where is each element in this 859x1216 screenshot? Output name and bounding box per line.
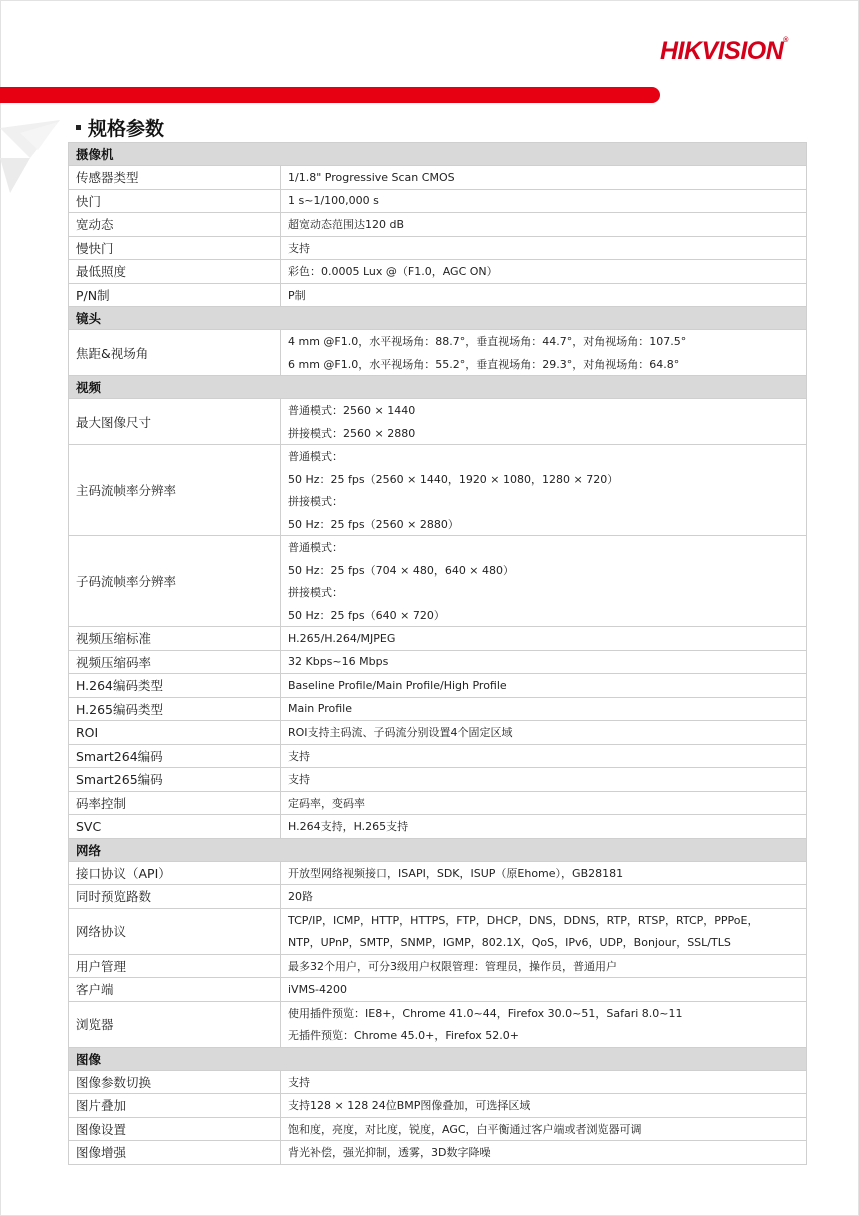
spec-value [281, 861, 807, 885]
spec-row [69, 1141, 807, 1165]
spec-row [69, 861, 807, 885]
spec-label: 图像设置 [69, 1117, 281, 1141]
spec-value-line: 支持 [288, 749, 310, 763]
spec-row [69, 1070, 807, 1094]
spec-label: ROI [69, 721, 281, 745]
spec-value-line: 50 Hz：25 fps（704 × 480，640 × 480） [288, 563, 515, 577]
spec-value-line: iVMS-4200 [288, 982, 348, 996]
spec-value-line: TCP/IP，ICMP，HTTP，HTTPS，FTP，DHCP，DNS，DDNS，RTP，RTSP，RTCP，PPPoE， [288, 913, 759, 927]
spec-value-line: 32 Kbps~16 Mbps [288, 655, 389, 669]
spec-value-line: 普通模式： [288, 541, 343, 555]
spec-row [69, 536, 807, 627]
hikvision-logo: HIKVISION® [660, 37, 788, 65]
category-row [69, 376, 807, 399]
spec-value-line: 普通模式： [288, 450, 343, 464]
spec-value [281, 627, 807, 651]
spec-value-line: 拼接模式：2560 × 2880 [288, 426, 416, 440]
spec-label: 传感器类型 [69, 166, 281, 190]
spec-value-line: 定码率，变码率 [288, 796, 365, 810]
spec-value [281, 1117, 807, 1141]
spec-value-line: 1/1.8" Progressive Scan CMOS [288, 170, 455, 184]
spec-value [281, 236, 807, 260]
spec-value-line: Baseline Profile/Main Profile/High Profile [288, 678, 507, 692]
spec-row [69, 954, 807, 978]
spec-value [281, 166, 807, 190]
spec-value [281, 1001, 807, 1047]
spec-value-line: 支持 [288, 773, 310, 787]
spec-value-line: H.265/H.264/MJPEG [288, 631, 396, 645]
spec-value [281, 791, 807, 815]
spec-label: 网络协议 [69, 908, 281, 954]
category-title: 摄像机 [69, 143, 807, 166]
spec-label: 最低照度 [69, 260, 281, 284]
spec-label: 慢快门 [69, 236, 281, 260]
spec-value [281, 744, 807, 768]
spec-label: 宽动态 [69, 213, 281, 237]
spec-value-line: Main Profile [288, 702, 352, 716]
spec-value-line: NTP，UPnP，SMTP，SNMP，IGMP，802.1X，QoS，IPv6，UDP，Bonjour，SSL/TLS [288, 936, 731, 950]
spec-table [68, 142, 807, 1165]
spec-label: 图片叠加 [69, 1094, 281, 1118]
spec-row [69, 1001, 807, 1047]
spec-value-line: 6 mm @F1.0，水平视场角：55.2°，垂直视场角：29.3°，对角视场角：64.8° [288, 357, 680, 371]
spec-value [281, 954, 807, 978]
spec-row [69, 650, 807, 674]
spec-row [69, 908, 807, 954]
spec-value-line: 彩色：0.0005 Lux @（F1.0，AGC ON） [288, 265, 498, 279]
spec-label: 浏览器 [69, 1001, 281, 1047]
spec-value [281, 213, 807, 237]
spec-value-line: 最多32个用户，可分3级用户权限管理：管理员，操作员，普通用户 [288, 959, 617, 973]
spec-value-line: 50 Hz：25 fps（640 × 720） [288, 608, 445, 622]
title-bullet-icon [76, 125, 81, 130]
spec-row [69, 978, 807, 1002]
spec-value [281, 260, 807, 284]
spec-row [69, 1094, 807, 1118]
spec-label: 图像参数切换 [69, 1070, 281, 1094]
spec-value-line: 1 s~1/100,000 s [288, 194, 379, 208]
category-row [69, 143, 807, 166]
spec-row [69, 283, 807, 307]
spec-label: H.265编码类型 [69, 697, 281, 721]
spec-row [69, 236, 807, 260]
spec-row [69, 330, 807, 376]
spec-value [281, 908, 807, 954]
spec-value-line: 支持 [288, 241, 310, 255]
category-row [69, 307, 807, 330]
spec-value [281, 721, 807, 745]
spec-label: 子码流帧率分辨率 [69, 536, 281, 627]
spec-value [281, 650, 807, 674]
spec-value-line: 支持128 × 128 24位BMP图像叠加，可选择区域 [288, 1099, 531, 1113]
spec-label: 视频压缩码率 [69, 650, 281, 674]
spec-value-line: 饱和度，亮度，对比度，锐度，AGC，白平衡通过客户端或者浏览器可调 [288, 1122, 642, 1136]
spec-row [69, 885, 807, 909]
spec-value [281, 445, 807, 536]
spec-label: Smart264编码 [69, 744, 281, 768]
decorative-chevron-icon [0, 118, 70, 198]
spec-label: 焦距&视场角 [69, 330, 281, 376]
spec-value-line: P制 [288, 288, 306, 302]
spec-value [281, 536, 807, 627]
spec-value [281, 1094, 807, 1118]
category-row [69, 838, 807, 861]
spec-value [281, 815, 807, 839]
spec-row [69, 744, 807, 768]
spec-label: P/N制 [69, 283, 281, 307]
spec-label: 接口协议（API） [69, 861, 281, 885]
spec-label: H.264编码类型 [69, 674, 281, 698]
spec-row [69, 399, 807, 445]
spec-value-line: 普通模式：2560 × 1440 [288, 404, 416, 418]
spec-value-line: 无插件预览：Chrome 45.0+，Firefox 52.0+ [288, 1029, 519, 1043]
spec-value [281, 768, 807, 792]
spec-value [281, 1070, 807, 1094]
spec-value-line: 开放型网络视频接口，ISAPI，SDK，ISUP（原Ehome），GB28181 [288, 866, 624, 880]
category-title: 视频 [69, 376, 807, 399]
spec-value [281, 330, 807, 376]
spec-row [69, 674, 807, 698]
header-red-bar [0, 87, 660, 103]
spec-value-line: 拼接模式： [288, 495, 343, 509]
spec-value-line: ROI支持主码流、子码流分别设置4个固定区域 [288, 726, 513, 740]
spec-value-line: 背光补偿，强光抑制，透雾，3D数字降噪 [288, 1146, 491, 1160]
spec-value-line: 支持 [288, 1075, 310, 1089]
spec-value [281, 399, 807, 445]
spec-row [69, 260, 807, 284]
spec-value [281, 885, 807, 909]
spec-label: 客户端 [69, 978, 281, 1002]
spec-row [69, 815, 807, 839]
spec-value [281, 674, 807, 698]
spec-value-line: 20路 [288, 890, 313, 904]
page-title: 规格参数 [76, 114, 164, 140]
spec-label: 图像增强 [69, 1141, 281, 1165]
spec-label: 主码流帧率分辨率 [69, 445, 281, 536]
spec-row [69, 697, 807, 721]
spec-value-line: 50 Hz：25 fps（2560 × 2880） [288, 517, 459, 531]
spec-row [69, 791, 807, 815]
spec-label: 同时预览路数 [69, 885, 281, 909]
spec-label: 用户管理 [69, 954, 281, 978]
spec-row [69, 768, 807, 792]
category-title: 图像 [69, 1047, 807, 1070]
spec-value [281, 189, 807, 213]
spec-label: 最大图像尺寸 [69, 399, 281, 445]
spec-value-line: 使用插件预览：IE8+，Chrome 41.0~44，Firefox 30.0~51，Safari 8.0~11 [288, 1006, 683, 1020]
spec-value-line: 超宽动态范围达120 dB [288, 218, 405, 232]
spec-row [69, 627, 807, 651]
spec-label: Smart265编码 [69, 768, 281, 792]
spec-value-line: H.264支持，H.265支持 [288, 820, 409, 834]
spec-value-line: 拼接模式： [288, 586, 343, 600]
spec-row [69, 166, 807, 190]
category-row [69, 1047, 807, 1070]
category-title: 镜头 [69, 307, 807, 330]
spec-label: 码率控制 [69, 791, 281, 815]
spec-row [69, 189, 807, 213]
spec-value [281, 697, 807, 721]
spec-row [69, 721, 807, 745]
spec-row [69, 1117, 807, 1141]
spec-value [281, 1141, 807, 1165]
spec-row [69, 213, 807, 237]
category-title: 网络 [69, 838, 807, 861]
spec-value-line: 50 Hz：25 fps（2560 × 1440，1920 × 1080，1280 × 720） [288, 472, 619, 486]
spec-label: SVC [69, 815, 281, 839]
spec-row [69, 445, 807, 536]
spec-value-line: 4 mm @F1.0，水平视场角：88.7°，垂直视场角：44.7°，对角视场角：107.5° [288, 335, 687, 349]
spec-label: 视频压缩标准 [69, 627, 281, 651]
spec-value [281, 283, 807, 307]
spec-label: 快门 [69, 189, 281, 213]
spec-value [281, 978, 807, 1002]
